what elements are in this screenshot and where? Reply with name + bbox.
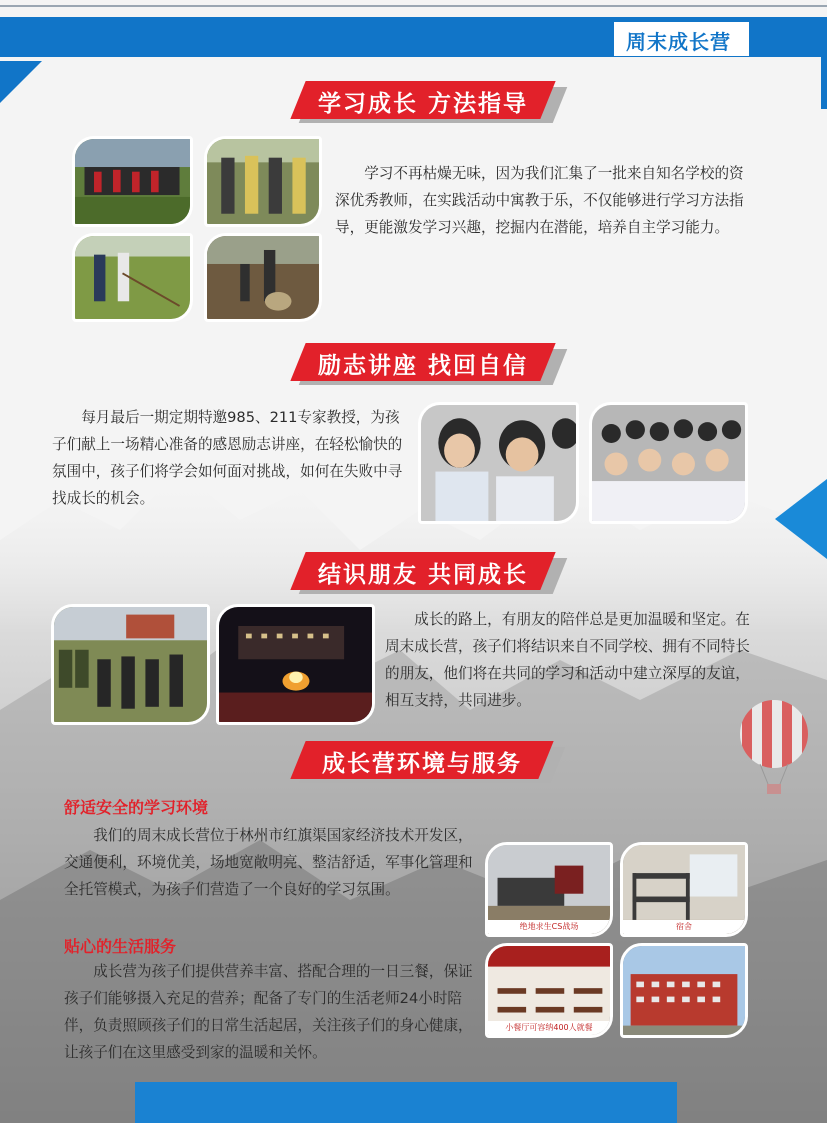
section-banner-study <box>298 81 548 119</box>
photo-cs-field-team <box>51 604 210 725</box>
photo-lecture-audience <box>589 402 748 524</box>
section-banner-lecture <box>298 343 548 381</box>
photo-caption: 宿舍 <box>623 920 745 934</box>
photo-dining-hall <box>485 943 613 1038</box>
header-edge-strip <box>821 57 827 109</box>
section-body-friends: 成长的路上，有朋友的陪伴总是更加温暖和坚定。在周末成长营，孩子们将结识来自不同学校、拥有不同特长的朋友，他们将在共同的学习和活动中建立深厚的友谊，相互支持，共同进步。 <box>385 611 750 709</box>
photo-dormitory <box>620 842 748 937</box>
header-tab-title: 周末成长营 <box>626 30 731 54</box>
photo-students-planting <box>204 233 322 322</box>
photo-students-field-work <box>72 233 193 322</box>
section-body-lecture: 每月最后一期定期特邀985、211专家教授，为孩子们献上一场精心准备的感恩励志讲座，在轻松愉快的氛围中，孩子们将学会如何面对挑战，如何在失败中寻找成长的机会。 <box>52 409 403 507</box>
section-title: 励志讲座 找回自信 <box>317 353 528 379</box>
photo-campfire-night <box>216 604 375 725</box>
section-title: 学习成长 方法指导 <box>317 91 528 117</box>
section-body-life-service: 成长营为孩子们提供营养丰富、搭配合理的一日三餐，保证孩子们能够摄入充足的营养；配备了专门的生活老师24小时陪伴，负责照顾孩子们的日常生活起居，关注孩子们的身心健康，让孩子们在这里感受到家的温暖和关怀。 <box>64 963 473 1061</box>
footer-band <box>135 1082 677 1123</box>
photo-caption: 绝地求生CS战场 <box>488 920 610 934</box>
photo-caption: 小餐厅可容纳400人就餐 <box>488 1021 610 1035</box>
section-body-study: 学习不再枯燥无味，因为我们汇集了一批来自知名学校的资深优秀教师，在实践活动中寓教于乐，不仅能够进行学习方法指导，更能激发学习兴趣，挖掘内在潜能，培养自主学习能力。 <box>335 165 744 236</box>
section-title: 结识朋友 共同成长 <box>317 562 528 588</box>
section-body-environment: 我们的周末成长营位于林州市红旗渠国家经济技术开发区，交通便利，环境优美，场地宽敞明亮、整洁舒适，军事化管理和全托管模式，为孩子们营造了一个良好的学习氛围。 <box>64 827 473 898</box>
photo-cs-battlefield <box>485 842 613 937</box>
header-tab <box>610 22 749 56</box>
photo-students-standing <box>204 136 322 227</box>
section-banner-service <box>298 741 546 779</box>
photo-lecture-emotional <box>418 402 579 524</box>
section-banner-friends <box>298 552 548 590</box>
section-title: 成长营环境与服务 <box>322 751 522 777</box>
photo-building-exterior <box>620 943 748 1038</box>
photo-students-outdoor <box>72 136 193 227</box>
subheading-environment: 舒适安全的学习环境 <box>64 798 209 817</box>
corner-triangle <box>0 61 42 103</box>
right-triangle <box>775 479 827 559</box>
subheading-life-service: 贴心的生活服务 <box>64 937 177 956</box>
top-divider <box>0 5 827 7</box>
hot-air-balloon-icon <box>738 698 810 798</box>
